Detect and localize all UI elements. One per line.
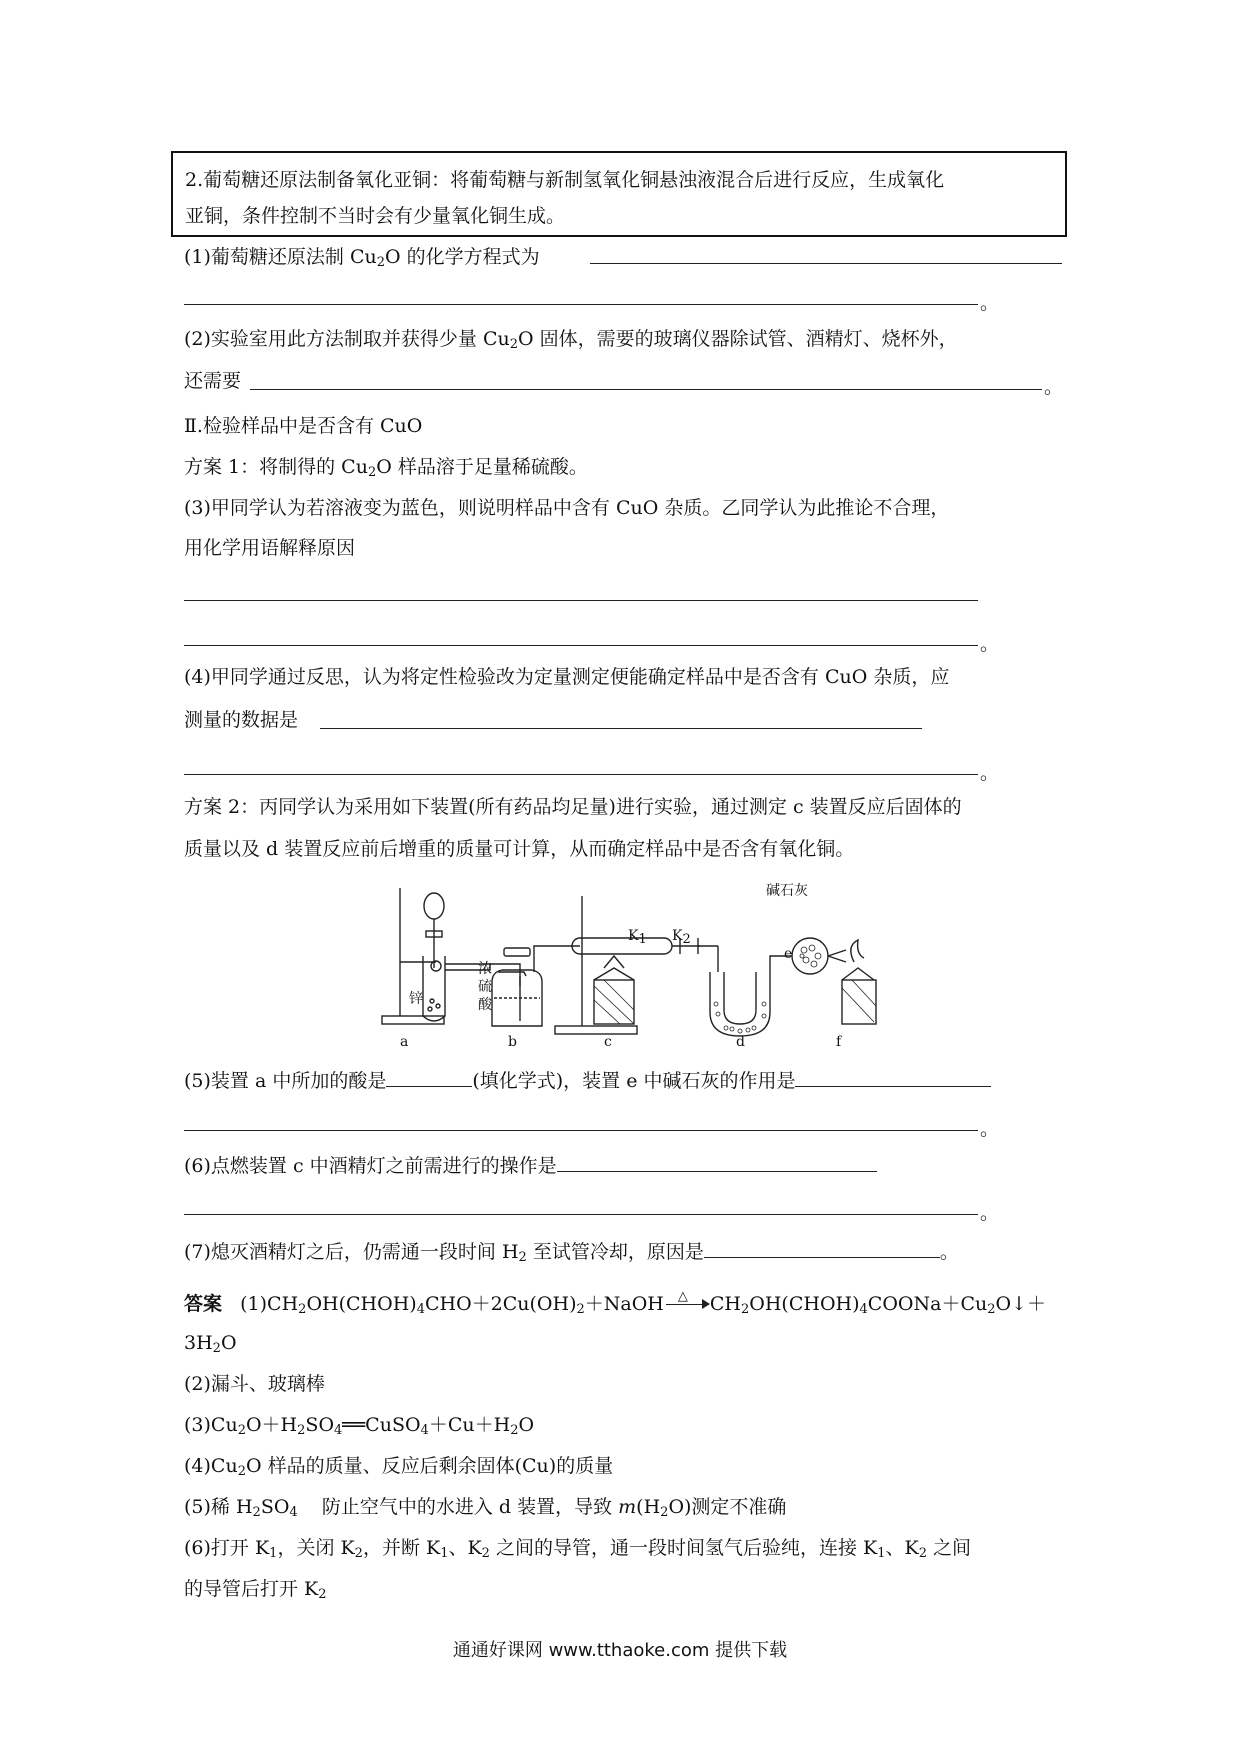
q1-blank-1[interactable] xyxy=(590,263,1062,264)
plan-1-text: 方案 1：将制得的 $Cu_2O$ 样品溶于足量稀硫酸。 xyxy=(184,456,588,480)
heat-symbol: △ xyxy=(677,1289,688,1304)
q3-line-1: (3)甲同学认为若溶液变为蓝色，则说明样品中含有 CuO 杂质。乙同学认为此推论不合理， xyxy=(184,497,950,519)
answer-5: (5)稀 $H_2SO_4$ 防止空气中的水进入 d 装置，导致 $m(H_2O)$测定不准确 xyxy=(184,1496,787,1520)
figure-zinc-label: 锌 xyxy=(409,991,423,1007)
answer-6-line-2: 的导管后打开 $K_2$ xyxy=(184,1578,327,1602)
apparatus-b xyxy=(490,946,580,1026)
section-2-title: Ⅱ.检验样品中是否含有 CuO xyxy=(184,415,423,437)
q4-blank-2[interactable] xyxy=(184,774,978,775)
apparatus-a xyxy=(382,888,490,1024)
q2-line-2: 还需要 xyxy=(184,370,242,392)
q3-blank-2[interactable] xyxy=(184,645,978,646)
answer-4: $(4)Cu_2O$ 样品的质量、反应后剩余固体(Cu)的质量 xyxy=(184,1455,614,1479)
apparatus-d xyxy=(612,946,793,1036)
intro-line-1: 2.葡萄糖还原法制备氧化亚铜：将葡萄糖与新制氢氧化铜悬浊液混合后进行反应，生成氧化 xyxy=(185,169,945,191)
answer-3: $(3)Cu_2O+H_2SO_4══CuSO_4+Cu+H_2O$ xyxy=(184,1414,535,1438)
q3-line-2: 用化学用语解释原因 xyxy=(184,537,356,559)
q2-line-1: (2)实验室用此方法制取并获得少量 $Cu_2O$ 固体，需要的玻璃仪器除试管、酒精灯、烧杯外， xyxy=(184,328,958,352)
q6-period: 。 xyxy=(980,1202,1000,1224)
q1-text: (1)葡萄糖还原法制 $Cu_2O$ 的化学方程式为 xyxy=(184,246,540,270)
figure-label-d: d xyxy=(736,1034,745,1050)
q5-blank-purpose[interactable] xyxy=(795,1068,991,1087)
apparatus-f xyxy=(842,940,876,1024)
figure-k2-label: $K_2$ xyxy=(672,928,691,947)
q4-blank-1[interactable] xyxy=(320,728,922,729)
plan-2-line-2: 质量以及 d 装置反应前后增重的质量可计算，从而确定样品中是否含有氧化铜。 xyxy=(184,838,855,860)
figure-label-f: f xyxy=(836,1034,842,1050)
q6-blank-1[interactable] xyxy=(557,1153,877,1172)
q1-period: 。 xyxy=(980,292,1000,314)
apparatus-figure xyxy=(380,876,900,1052)
q1-blank-2[interactable] xyxy=(184,304,978,305)
figure-label-e: e xyxy=(784,946,793,962)
figure-label-a: a xyxy=(400,1034,409,1050)
q6-line: (6)点燃装置 c 中酒精灯之前需进行的操作是 xyxy=(184,1153,877,1179)
q4-period: 。 xyxy=(980,762,1000,784)
figure-soda-lime-label: 碱石灰 xyxy=(766,883,808,899)
q4-line-1: (4)甲同学通过反思，认为将定性检验改为定量测定便能确定样品中是否含有 CuO 杂质，应 xyxy=(184,666,950,688)
q5-blank-acid[interactable] xyxy=(386,1068,472,1087)
q4-line-2: 测量的数据是 xyxy=(184,709,299,731)
q5-line: (5)装置 a 中所加的酸是 (填化学式)，装置 e 中碱石灰的作用是 xyxy=(184,1068,991,1094)
q5-period: 。 xyxy=(980,1118,1000,1140)
figure-label-c: c xyxy=(604,1034,612,1050)
q6-blank-2[interactable] xyxy=(184,1214,978,1215)
intro-line-2: 亚铜，条件控制不当时会有少量氧化铜生成。 xyxy=(185,205,566,227)
answer-2: (2)漏斗、玻璃棒 xyxy=(184,1373,325,1395)
answer-1-line-2: $3H_2O$ xyxy=(184,1332,237,1356)
apparatus-c xyxy=(555,896,700,1034)
q7-blank[interactable] xyxy=(704,1239,940,1258)
apparatus-e xyxy=(790,938,846,974)
answer-1-line-1: 答案 $(1)CH_2OH(CHOH)_4CHO+2Cu(OH)_2+NaOH$ △ $CH_2OH(CHOH)_4COONa+Cu_2O↓+$ xyxy=(184,1291,1046,1317)
q3-blank-1[interactable] xyxy=(184,600,978,601)
figure-k1-label: $K_1$ xyxy=(628,928,647,947)
q5-blank-2[interactable] xyxy=(184,1130,978,1131)
q2-period: 。 xyxy=(1044,376,1064,398)
plan-2-line-1: 方案 2：丙同学认为采用如下装置(所有药品均足量)进行实验，通过测定 c 装置反应后固体的 xyxy=(184,796,962,818)
reaction-arrow xyxy=(664,1289,710,1310)
answers-heading: 答案 xyxy=(184,1293,223,1315)
q2-blank[interactable] xyxy=(250,389,1042,390)
page-footer: 通通好课网 www.tthaoke.com 提供下载 xyxy=(452,1640,788,1661)
intro-box xyxy=(171,151,1067,237)
figure-label-b: b xyxy=(508,1034,517,1050)
answer-6-line-1: (6)打开 $K_1$，关闭 $K_2$，并断 $K_1$、$K_2$ 之间的导管，通一段时间氢气后验纯，连接 $K_1$、$K_2$ 之间 xyxy=(184,1537,972,1561)
figure-acid-label: 浓 硫 酸 xyxy=(478,961,492,1013)
q3-period: 。 xyxy=(980,633,1000,655)
q7-line: (7)熄灭酒精灯之后，仍需通一段时间 $H_2$ 至试管冷却，原因是 。 xyxy=(184,1241,959,1265)
